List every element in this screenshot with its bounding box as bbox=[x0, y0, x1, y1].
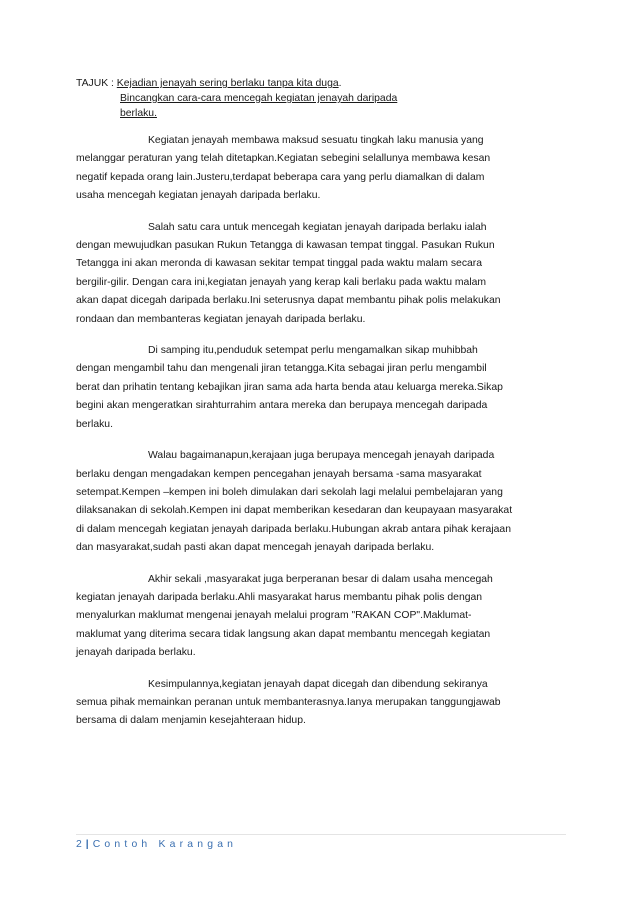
page-footer bbox=[76, 838, 237, 852]
title-line-1 bbox=[76, 76, 576, 91]
paragraph-line: semua pihak memainkan peranan untuk membanterasnya.Ianya merupakan tanggungjawab bbox=[76, 696, 501, 708]
paragraph-line: bergilir-gilir. Dengan cara ini,kegiatan jenayah yang kerap kali berlaku pada waktu malam bbox=[76, 276, 487, 288]
title-topic-end: . bbox=[338, 78, 342, 89]
paragraph-line: Kesimpulannya,kegiatan jenayah dapat dicegah dan dibendung sekiranya bbox=[148, 678, 488, 690]
title-line-2 bbox=[76, 91, 576, 106]
title-line-3 bbox=[76, 106, 576, 121]
title-prefix: TAJUK : bbox=[76, 78, 117, 89]
paragraph-line: maklumat yang diterima secara tidak langsung akan dapat membantu mencegah kegiatan bbox=[76, 628, 491, 640]
paragraph-line: Akhir sekali ,masyarakat juga berperanan besar di dalam usaha mencegah bbox=[148, 573, 493, 585]
essay-paragraph bbox=[76, 219, 570, 329]
paragraph-line: kegiatan jenayah daripada berlaku.Ahli masyarakat harus membantu pihak polis dengan bbox=[76, 591, 483, 603]
footer-separator: | bbox=[85, 839, 89, 850]
paragraph-line: Salah satu cara untuk mencegah kegiatan jenayah daripada berlaku ialah bbox=[148, 221, 487, 233]
paragraph-line: usaha mencegah kegiatan jenayah daripada berlaku. bbox=[76, 190, 321, 202]
paragraph-line: setempat.Kempen –kempen ini boleh dimulakan dari sekolah lagi melalui pembelajaran yang bbox=[76, 486, 503, 498]
essay-body bbox=[76, 132, 570, 744]
paragraph-line: akan dapat dicegah daripada berlaku.Ini seterusnya dapat membantu pihak polis melakukan bbox=[76, 295, 501, 307]
essay-paragraph bbox=[76, 132, 570, 206]
paragraph-line: Di samping itu,penduduk setempat perlu mengamalkan sikap muhibbah bbox=[148, 345, 478, 357]
essay-paragraph bbox=[76, 571, 570, 663]
essay-paragraph bbox=[76, 676, 570, 731]
paragraph-line: berlaku. bbox=[76, 418, 113, 430]
paragraph-line: bersama di dalam menjamin kesejahteraan hidup. bbox=[76, 715, 306, 727]
paragraph-line: berat dan prihatin tentang kebajikan jiran sama ada harta benda atau keluarga mereka.Sikap bbox=[76, 381, 503, 393]
paragraph-line: Walau bagaimanapun,kerajaan juga berupaya mencegah jenayah daripada bbox=[148, 450, 495, 462]
essay-paragraph bbox=[76, 447, 570, 557]
title-topic: Kejadian jenayah sering berlaku tanpa kita duga bbox=[116, 78, 339, 89]
paragraph-line: begini akan mengeratkan sirahturrahim antara mereka dan berupaya mencegah daripada bbox=[76, 400, 488, 412]
paragraph-line: berlaku dengan mengadakan kempen pencegahan jenayah bersama -sama masyarakat bbox=[76, 468, 482, 480]
paragraph-line: dengan mewujudkan pasukan Rukun Tetangga di kawasan tempat tinggal. Pasukan Rukun bbox=[76, 240, 495, 252]
footer-label: Contoh Karangan bbox=[92, 839, 238, 850]
paragraph-line: rondaan dan membanteras kegiatan jenayah daripada berlaku. bbox=[76, 313, 366, 325]
paragraph-line: jenayah daripada berlaku. bbox=[76, 647, 196, 659]
page-number: 2 bbox=[76, 839, 82, 850]
paragraph-line: Kegiatan jenayah membawa maksud sesuatu tingkah laku manusia yang bbox=[148, 135, 484, 146]
essay-title bbox=[76, 76, 576, 121]
paragraph-line: Tetangga ini akan meronda di kawasan sekitar tempat tinggal pada waktu malam secara bbox=[76, 258, 483, 270]
title-question: Bincangkan cara-cara mencegah kegiatan jenayah daripada bbox=[120, 93, 398, 104]
footer-divider bbox=[76, 834, 566, 835]
paragraph-line: menyalurkan maklumat mengenai jenayah melalui program "RAKAN COP".Maklumat- bbox=[76, 610, 472, 622]
title-question-end: berlaku. bbox=[120, 108, 157, 119]
paragraph-line: melanggar peraturan yang telah ditetapkan.Kegiatan sebegini selallunya membawa kesan bbox=[76, 153, 491, 165]
paragraph-line: di dalam mencegah kegiatan jenayah daripada berlaku.Hubungan akrab antara pihak kerajaan bbox=[76, 523, 511, 535]
paragraph-line: dan masyarakat,sudah pasti akan dapat mencegah jenayah daripada berlaku. bbox=[76, 542, 435, 554]
paragraph-line: dilaksanakan di sekolah.Kempen ini dapat memberikan kesedaran dan keupayaan masyarakat bbox=[76, 505, 513, 517]
paragraph-line: dengan mengambil tahu dan mengenali jiran tetangga.Kita sebagai jiran perlu mengambil bbox=[76, 363, 487, 375]
essay-paragraph bbox=[76, 342, 570, 434]
paragraph-line: negatif kepada orang lain.Justeru,terdapat beberapa cara yang perlu diamalkan di dalam bbox=[76, 171, 485, 183]
